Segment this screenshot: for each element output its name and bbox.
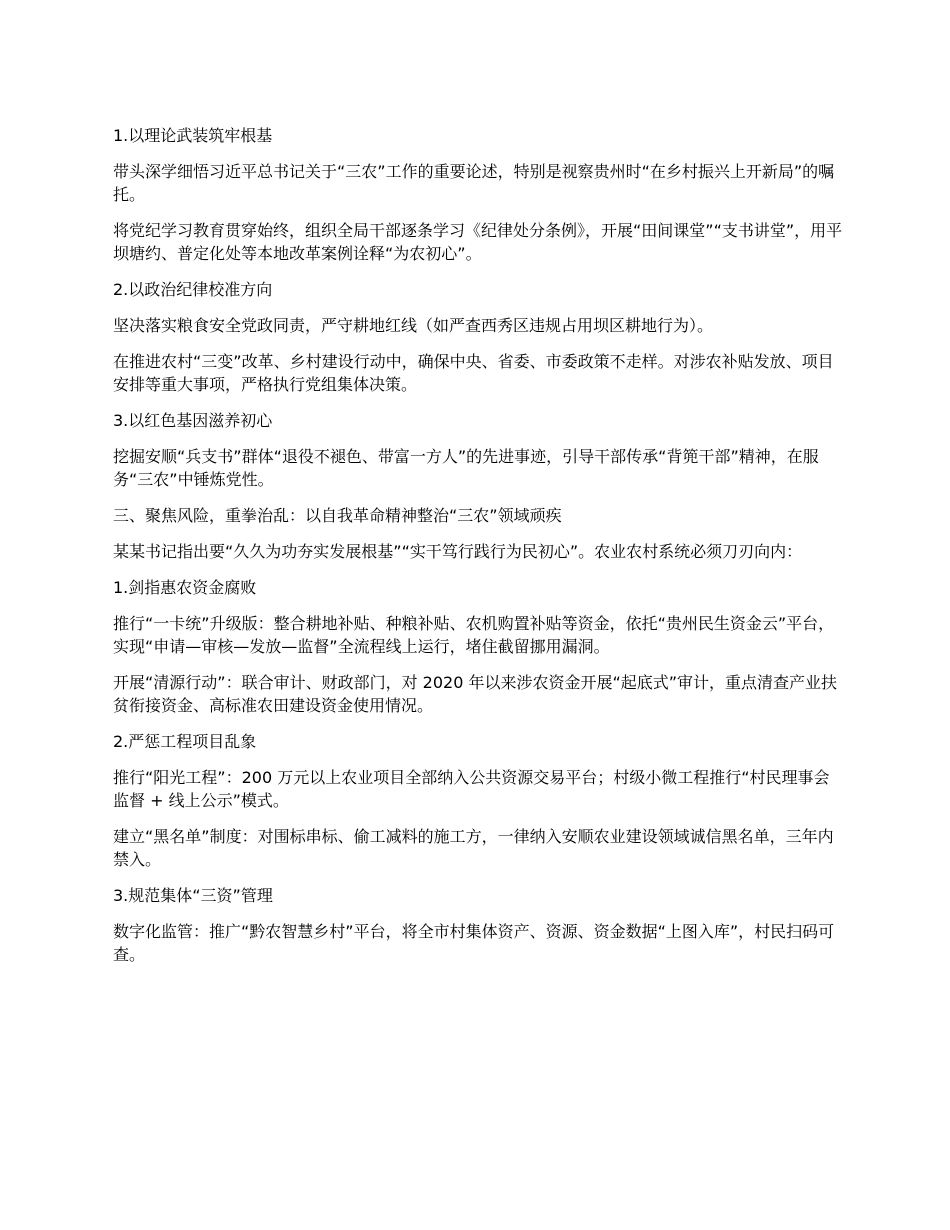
body-paragraph: 在推进农村“三变”改革、乡村建设行动中，确保中央、省委、市委政策不走样。对涉农补贴发放、项目安排等重大事项，严格执行党组集体决策。 [113,352,834,394]
section-heading: 3.规范集体“三资”管理 [113,886,273,905]
body-paragraph: 开展“清源行动”：联合审计、财政部门，对 2020 年以来涉农资金开展“起底式”审计，重点清查产业扶贫衔接资金、高标准农田建设资金使用情况。 [113,673,838,715]
section-heading: 2.以政治纪律校准方向 [113,280,273,299]
body-paragraph: 带头深学细悟习近平总书记关于“三农”工作的重要论述，特别是视察贵州时“在乡村振兴上开新局”的嘱托。 [113,162,835,204]
body-paragraph: 推行“阳光工程”：200 万元以上农业项目全部纳入公共资源交易平台；村级小微工程推行“村民理事会监督 + 线上公示”模式。 [113,768,830,810]
section-heading: 1.剑指惠农资金腐败 [113,578,257,597]
body-paragraph: 数字化监管：推广“黔农智慧乡村”平台，将全市村集体资产、资源、资金数据“上图入库”，村民扫码可查。 [113,922,835,964]
document-page [113,124,843,979]
section-heading: 2.严惩工程项目乱象 [113,732,257,751]
body-paragraph: 推行“一卡统”升级版：整合耕地补贴、种粮补贴、农机购置补贴等资金，依托“贵州民生资金云”平台，实现“申请—审核—发放—监督”全流程线上运行，堵住截留挪用漏洞。 [113,614,835,656]
body-paragraph: 某某书记指出要“久久为功夯实发展根基”“实干笃行践行为民初心”。农业农村系统必须刀刃向内： [113,542,803,561]
body-paragraph: 将党纪学习教育贯穿始终，组织全局干部逐条学习《纪律处分条例》，开展“田间课堂”“支书讲堂”，用平坝塘约、普定化处等本地改革案例诠释“为农初心”。 [113,221,843,263]
section-heading: 3.以红色基因滋养初心 [113,411,273,430]
body-paragraph: 挖掘安顺“兵支书”群体“退役不褪色、带富一方人”的先进事迹，引导干部传承“背篼干部”精神，在服务“三农”中锤炼党性。 [113,447,819,489]
chapter-heading: 三、聚焦风险，重拳治乱：以自我革命精神整治“三农”领域顽疾 [113,506,562,525]
body-paragraph: 建立“黑名单”制度：对围标串标、偷工减料的施工方，一律纳入安顺农业建设领域诚信黑名单，三年内禁入。 [113,827,834,869]
body-paragraph: 坚决落实粮食安全党政同责，严守耕地红线（如严查西秀区违规占用坝区耕地行为）。 [113,316,714,335]
section-heading: 1.以理论武装筑牢根基 [113,126,273,145]
